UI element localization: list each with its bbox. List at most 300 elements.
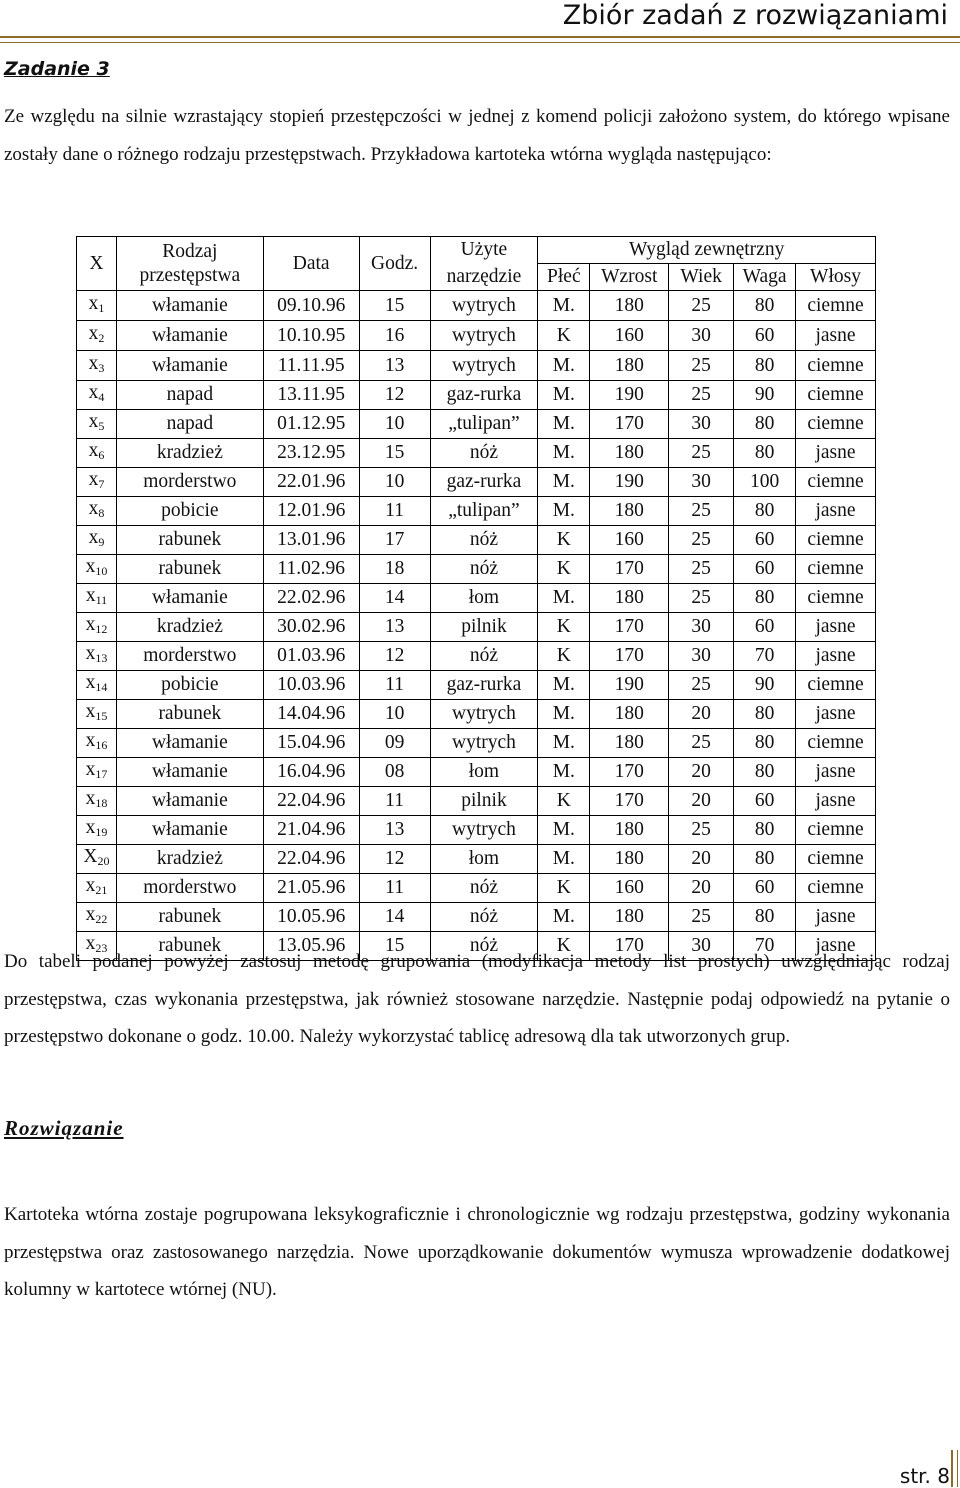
header-hour: Godz. xyxy=(359,237,430,291)
cell-wzrost: 190 xyxy=(590,671,669,700)
cell-waga: 90 xyxy=(734,671,796,700)
cell-wzrost: 180 xyxy=(590,439,669,468)
cell-wlosy: jasne xyxy=(796,642,876,671)
cell-rodzaj: włamanie xyxy=(116,816,263,845)
cell-godz: 14 xyxy=(359,584,430,613)
record-id-number: 19 xyxy=(95,825,108,839)
cell-godz: 12 xyxy=(359,845,430,874)
record-id xyxy=(77,787,117,816)
record-id-letter: x xyxy=(85,933,96,954)
cell-data: 01.12.95 xyxy=(263,410,359,439)
header-appearance: Wygląd zewnętrzny xyxy=(538,237,876,264)
record-id-letter: x xyxy=(85,672,96,693)
record-id-letter: x xyxy=(88,527,99,548)
table-row xyxy=(77,758,876,787)
header-x: X xyxy=(77,237,117,291)
record-id xyxy=(77,642,117,671)
cell-narz: nóż xyxy=(430,903,538,932)
cell-godz: 15 xyxy=(359,291,430,321)
cell-wzrost: 170 xyxy=(590,932,669,961)
header-height: Wzrost xyxy=(590,264,669,291)
record-id xyxy=(77,468,117,497)
cell-wiek: 25 xyxy=(669,526,734,555)
cell-waga: 80 xyxy=(734,758,796,787)
table-row xyxy=(77,787,876,816)
cell-wlosy: ciemne xyxy=(796,874,876,903)
cell-rodzaj: włamanie xyxy=(116,729,263,758)
table-row xyxy=(77,584,876,613)
cell-plec: K xyxy=(538,642,590,671)
cell-waga: 60 xyxy=(734,613,796,642)
cell-wiek: 25 xyxy=(669,381,734,410)
cell-data: 01.03.96 xyxy=(263,642,359,671)
cell-wiek: 20 xyxy=(669,845,734,874)
cell-rodzaj: rabunek xyxy=(116,700,263,729)
cell-wzrost: 170 xyxy=(590,787,669,816)
record-id xyxy=(77,410,117,439)
cell-wiek: 25 xyxy=(669,351,734,381)
record-id xyxy=(77,613,117,642)
cell-rodzaj: włamanie xyxy=(116,758,263,787)
solution-title: Rozwiązanie xyxy=(4,1116,124,1140)
cell-godz: 11 xyxy=(359,671,430,700)
cell-waga: 80 xyxy=(734,497,796,526)
cell-narz: nóż xyxy=(430,932,538,961)
record-id-letter: x xyxy=(85,817,96,838)
record-id-number: 22 xyxy=(95,912,108,926)
record-id-number: 5 xyxy=(98,419,105,433)
cell-rodzaj: włamanie xyxy=(116,321,263,351)
record-id-letter: x xyxy=(85,788,96,809)
cell-godz: 10 xyxy=(359,410,430,439)
cell-waga: 100 xyxy=(734,468,796,497)
cell-plec: K xyxy=(538,932,590,961)
cell-wiek: 30 xyxy=(669,642,734,671)
cell-godz: 12 xyxy=(359,642,430,671)
record-id xyxy=(77,816,117,845)
cell-wiek: 25 xyxy=(669,497,734,526)
cell-wiek: 25 xyxy=(669,439,734,468)
cell-godz: 13 xyxy=(359,816,430,845)
cell-godz: 08 xyxy=(359,758,430,787)
record-id xyxy=(77,729,117,758)
record-id-number: 8 xyxy=(98,506,105,520)
cell-rodzaj: napad xyxy=(116,381,263,410)
cell-data: 30.02.96 xyxy=(263,613,359,642)
table-row xyxy=(77,526,876,555)
cell-wlosy: jasne xyxy=(796,613,876,642)
record-id-number: 2 xyxy=(98,330,105,345)
cell-wzrost: 170 xyxy=(590,410,669,439)
cell-wiek: 30 xyxy=(669,613,734,642)
table-row xyxy=(77,439,876,468)
cell-wiek: 25 xyxy=(669,671,734,700)
cell-wlosy: ciemne xyxy=(796,381,876,410)
cell-wiek: 30 xyxy=(669,321,734,351)
cell-wiek: 20 xyxy=(669,700,734,729)
cell-wzrost: 170 xyxy=(590,642,669,671)
cell-rodzaj: napad xyxy=(116,410,263,439)
cell-godz: 11 xyxy=(359,787,430,816)
task-intro: Ze względu na silnie wzrastający stopień przestępczości w jednej z komend policji założono system, do którego wpisane zostały dane o różnego rodzaju przestępstwach. Przykładowa kartoteka wtórna wygląda następująco: xyxy=(4,106,950,165)
cell-wiek: 25 xyxy=(669,584,734,613)
cell-wzrost: 180 xyxy=(590,729,669,758)
cell-data: 15.04.96 xyxy=(263,729,359,758)
record-id-number: 21 xyxy=(95,883,108,897)
record-id-letter: x xyxy=(85,730,96,751)
cell-narz: gaz-rurka xyxy=(430,671,538,700)
cell-rodzaj: morderstwo xyxy=(116,642,263,671)
task-title: Zadanie 3 xyxy=(4,58,110,80)
record-id-letter: X xyxy=(83,846,98,867)
cell-rodzaj: kradzież xyxy=(116,613,263,642)
cell-waga: 80 xyxy=(734,700,796,729)
cell-wzrost: 180 xyxy=(590,700,669,729)
cell-data: 11.11.95 xyxy=(263,351,359,381)
header-date: Data xyxy=(263,237,359,291)
cell-wlosy: ciemne xyxy=(796,410,876,439)
cell-narz: „tulipan” xyxy=(430,410,538,439)
table-row xyxy=(77,468,876,497)
cell-godz: 15 xyxy=(359,439,430,468)
record-id-number: 4 xyxy=(98,390,105,404)
cell-rodzaj: rabunek xyxy=(116,526,263,555)
cell-narz: „tulipan” xyxy=(430,497,538,526)
cell-waga: 80 xyxy=(734,845,796,874)
cell-data: 10.10.95 xyxy=(263,321,359,351)
cell-data: 21.05.96 xyxy=(263,874,359,903)
table-row xyxy=(77,351,876,381)
cell-wzrost: 180 xyxy=(590,291,669,321)
record-id-number: 10 xyxy=(95,564,108,578)
table-row xyxy=(77,613,876,642)
cell-narz: wytrych xyxy=(430,700,538,729)
cell-plec: M. xyxy=(538,903,590,932)
cell-data: 10.03.96 xyxy=(263,671,359,700)
cell-godz: 13 xyxy=(359,351,430,381)
cell-rodzaj: morderstwo xyxy=(116,874,263,903)
cell-plec: M. xyxy=(538,439,590,468)
cell-data: 13.11.95 xyxy=(263,381,359,410)
table-row xyxy=(77,903,876,932)
cell-data: 12.01.96 xyxy=(263,497,359,526)
cell-wiek: 25 xyxy=(669,291,734,321)
record-id-letter: x xyxy=(88,322,99,344)
cell-plec: K xyxy=(538,874,590,903)
cell-godz: 18 xyxy=(359,555,430,584)
record-id xyxy=(77,845,117,874)
table-row xyxy=(77,671,876,700)
cell-plec: K xyxy=(538,787,590,816)
table-row xyxy=(77,845,876,874)
cell-narz: wytrych xyxy=(430,321,538,351)
record-id xyxy=(77,526,117,555)
record-id-letter: x xyxy=(88,292,99,314)
cell-wzrost: 180 xyxy=(590,903,669,932)
cell-plec: K xyxy=(538,526,590,555)
record-id-number: 20 xyxy=(97,854,110,868)
cell-plec: M. xyxy=(538,291,590,321)
cell-data: 22.04.96 xyxy=(263,845,359,874)
cell-wlosy: jasne xyxy=(796,439,876,468)
record-id-number: 6 xyxy=(98,448,105,462)
header-crime-type-line1: Rodzaj xyxy=(162,240,218,262)
record-id-letter: x xyxy=(85,701,96,722)
record-id-number: 14 xyxy=(95,680,108,694)
cell-data: 22.01.96 xyxy=(263,468,359,497)
cell-wlosy: ciemne xyxy=(796,526,876,555)
cell-godz: 16 xyxy=(359,321,430,351)
record-id-number: 11 xyxy=(95,593,108,607)
cell-waga: 60 xyxy=(734,555,796,584)
cell-waga: 70 xyxy=(734,932,796,961)
cell-data: 11.02.96 xyxy=(263,555,359,584)
cell-waga: 80 xyxy=(734,816,796,845)
record-id xyxy=(77,555,117,584)
record-id-number: 7 xyxy=(98,477,105,491)
cell-wiek: 30 xyxy=(669,410,734,439)
cell-rodzaj: kradzież xyxy=(116,439,263,468)
record-id-letter: x xyxy=(85,759,96,780)
cell-wzrost: 180 xyxy=(590,816,669,845)
cell-data: 21.04.96 xyxy=(263,816,359,845)
cell-narz: nóż xyxy=(430,642,538,671)
header-sex: Płeć xyxy=(538,264,590,291)
table-row xyxy=(77,700,876,729)
cell-narz: wytrych xyxy=(430,291,538,321)
table-row xyxy=(77,497,876,526)
cell-rodzaj: włamanie xyxy=(116,787,263,816)
header-weight: Waga xyxy=(734,264,796,291)
record-id-letter: x xyxy=(88,498,99,519)
cell-plec: K xyxy=(538,555,590,584)
header-age: Wiek xyxy=(669,264,734,291)
cell-narz: nóż xyxy=(430,526,538,555)
cell-rodzaj: kradzież xyxy=(116,845,263,874)
cell-wzrost: 170 xyxy=(590,758,669,787)
record-id-letter: x xyxy=(85,875,96,896)
header-tool-line2: narzędzie xyxy=(430,264,538,291)
record-id-number: 15 xyxy=(95,709,108,723)
cell-wlosy: ciemne xyxy=(796,351,876,381)
cell-plec: K xyxy=(538,321,590,351)
table-row xyxy=(77,291,876,321)
cell-data: 10.05.96 xyxy=(263,903,359,932)
cell-wzrost: 170 xyxy=(590,613,669,642)
cell-wzrost: 180 xyxy=(590,497,669,526)
cell-waga: 80 xyxy=(734,584,796,613)
cell-waga: 80 xyxy=(734,903,796,932)
cell-narz: wytrych xyxy=(430,351,538,381)
record-id xyxy=(77,439,117,468)
cell-rodzaj: pobicie xyxy=(116,671,263,700)
cell-narz: pilnik xyxy=(430,787,538,816)
cell-wlosy: ciemne xyxy=(796,845,876,874)
cell-wlosy: jasne xyxy=(796,903,876,932)
record-id-number: 23 xyxy=(95,941,108,955)
cell-rodzaj: rabunek xyxy=(116,932,263,961)
cell-wzrost: 170 xyxy=(590,555,669,584)
record-id-letter: x xyxy=(85,643,96,664)
cell-godz: 14 xyxy=(359,903,430,932)
cell-wzrost: 160 xyxy=(590,321,669,351)
cell-wzrost: 180 xyxy=(590,584,669,613)
record-id-number: 16 xyxy=(95,738,108,752)
cell-narz: łom xyxy=(430,845,538,874)
solution-text: Kartoteka wtórna zostaje pogrupowana leksykograficznie i chronologicznie wg rodzaju przestępstwa, godziny wykonania przestępstwa oraz zastosowanego narzędzia. Nowe uporządkowanie dokumentów wymusza wprowadzenie dodatkowej kolumny w kartotece wtórnej (NU). xyxy=(4,1204,950,1300)
footer-rule xyxy=(951,1450,958,1487)
cell-rodzaj: włamanie xyxy=(116,351,263,381)
record-id xyxy=(77,351,117,381)
cell-narz: łom xyxy=(430,758,538,787)
record-id xyxy=(77,700,117,729)
cell-plec: M. xyxy=(538,671,590,700)
cell-plec: M. xyxy=(538,497,590,526)
cell-godz: 17 xyxy=(359,526,430,555)
record-id xyxy=(77,584,117,613)
cell-narz: wytrych xyxy=(430,816,538,845)
table-row xyxy=(77,729,876,758)
cell-data: 13.05.96 xyxy=(263,932,359,961)
cell-plec: M. xyxy=(538,584,590,613)
cell-wlosy: ciemne xyxy=(796,729,876,758)
cell-wlosy: ciemne xyxy=(796,584,876,613)
cell-wiek: 30 xyxy=(669,932,734,961)
cell-wlosy: ciemne xyxy=(796,671,876,700)
header-hair: Włosy xyxy=(796,264,876,291)
table-row xyxy=(77,642,876,671)
crime-rows xyxy=(77,291,876,961)
cell-godz: 13 xyxy=(359,613,430,642)
cell-godz: 09 xyxy=(359,729,430,758)
crime-records-table xyxy=(76,236,876,961)
cell-wiek: 25 xyxy=(669,816,734,845)
cell-plec: M. xyxy=(538,700,590,729)
table-row xyxy=(77,381,876,410)
cell-rodzaj: włamanie xyxy=(116,291,263,321)
cell-plec: M. xyxy=(538,410,590,439)
cell-wlosy: jasne xyxy=(796,758,876,787)
cell-wlosy: jasne xyxy=(796,321,876,351)
cell-waga: 60 xyxy=(734,526,796,555)
record-id xyxy=(77,291,117,321)
cell-plec: M. xyxy=(538,729,590,758)
cell-rodzaj: rabunek xyxy=(116,555,263,584)
cell-godz: 10 xyxy=(359,468,430,497)
cell-wlosy: ciemne xyxy=(796,816,876,845)
record-id xyxy=(77,497,117,526)
record-id-number: 12 xyxy=(95,622,108,636)
cell-godz: 12 xyxy=(359,381,430,410)
header-crime-type-line2: przestępstwa xyxy=(139,264,241,286)
record-id-letter: x xyxy=(88,411,99,432)
header-tool-line1: Użyte xyxy=(430,237,538,264)
record-id xyxy=(77,381,117,410)
cell-waga: 70 xyxy=(734,642,796,671)
record-id-number: 9 xyxy=(98,535,105,549)
cell-plec: K xyxy=(538,613,590,642)
cell-waga: 60 xyxy=(734,321,796,351)
cell-wzrost: 190 xyxy=(590,468,669,497)
record-id xyxy=(77,321,117,351)
cell-godz: 15 xyxy=(359,932,430,961)
cell-narz: pilnik xyxy=(430,613,538,642)
cell-narz: wytrych xyxy=(430,729,538,758)
cell-wzrost: 190 xyxy=(590,381,669,410)
cell-wzrost: 160 xyxy=(590,526,669,555)
cell-plec: M. xyxy=(538,845,590,874)
cell-wiek: 20 xyxy=(669,758,734,787)
cell-data: 13.01.96 xyxy=(263,526,359,555)
cell-waga: 60 xyxy=(734,874,796,903)
cell-wlosy: jasne xyxy=(796,787,876,816)
cell-rodzaj: morderstwo xyxy=(116,468,263,497)
cell-wlosy: ciemne xyxy=(796,468,876,497)
cell-wlosy: jasne xyxy=(796,700,876,729)
cell-waga: 80 xyxy=(734,291,796,321)
cell-wiek: 25 xyxy=(669,729,734,758)
cell-wzrost: 160 xyxy=(590,874,669,903)
page-number: str. 8 xyxy=(899,1464,950,1488)
record-id-letter: x xyxy=(88,382,99,403)
table-row xyxy=(77,874,876,903)
table-row xyxy=(77,816,876,845)
cell-waga: 80 xyxy=(734,439,796,468)
record-id-number: 13 xyxy=(95,651,108,665)
cell-wiek: 30 xyxy=(669,468,734,497)
page-header-title: Zbiór zadań z rozwiązaniami xyxy=(562,0,948,31)
cell-godz: 11 xyxy=(359,497,430,526)
cell-rodzaj: włamanie xyxy=(116,584,263,613)
cell-data: 16.04.96 xyxy=(263,758,359,787)
cell-godz: 11 xyxy=(359,874,430,903)
record-id-letter: x xyxy=(85,585,96,606)
cell-data: 22.02.96 xyxy=(263,584,359,613)
cell-plec: M. xyxy=(538,381,590,410)
record-id-number: 1 xyxy=(98,300,105,315)
task-body: Do tabeli podanej powyżej zastosuj metodę grupowania (modyfikacja metody list prostych) uwzględniając rodzaj przestępstwa, czas wykonania przestępstwa, jak również stosowane narzędzie. Następnie podaj odpowiedź na pytanie o przestępstwo dokonane o godz. 10.00. Należy wykorzystać tablicę adresową dla tak utworzonych grup. xyxy=(4,951,950,1047)
record-id xyxy=(77,671,117,700)
cell-waga: 60 xyxy=(734,787,796,816)
record-id xyxy=(77,903,117,932)
cell-narz: nóż xyxy=(430,439,538,468)
cell-plec: M. xyxy=(538,758,590,787)
cell-plec: M. xyxy=(538,816,590,845)
record-id xyxy=(77,874,117,903)
record-id-number: 17 xyxy=(95,767,108,781)
cell-wiek: 20 xyxy=(669,787,734,816)
cell-narz: nóż xyxy=(430,555,538,584)
cell-wlosy: jasne xyxy=(796,932,876,961)
cell-waga: 80 xyxy=(734,351,796,381)
cell-waga: 80 xyxy=(734,729,796,758)
cell-data: 23.12.95 xyxy=(263,439,359,468)
cell-plec: M. xyxy=(538,351,590,381)
table-row xyxy=(77,410,876,439)
record-id-letter: x xyxy=(85,904,96,925)
cell-rodzaj: rabunek xyxy=(116,903,263,932)
cell-wlosy: jasne xyxy=(796,497,876,526)
cell-data: 14.04.96 xyxy=(263,700,359,729)
cell-godz: 10 xyxy=(359,700,430,729)
cell-wlosy: ciemne xyxy=(796,291,876,321)
cell-narz: nóż xyxy=(430,874,538,903)
cell-narz: łom xyxy=(430,584,538,613)
cell-wiek: 25 xyxy=(669,555,734,584)
cell-wzrost: 180 xyxy=(590,351,669,381)
cell-data: 09.10.96 xyxy=(263,291,359,321)
table-row xyxy=(77,321,876,351)
